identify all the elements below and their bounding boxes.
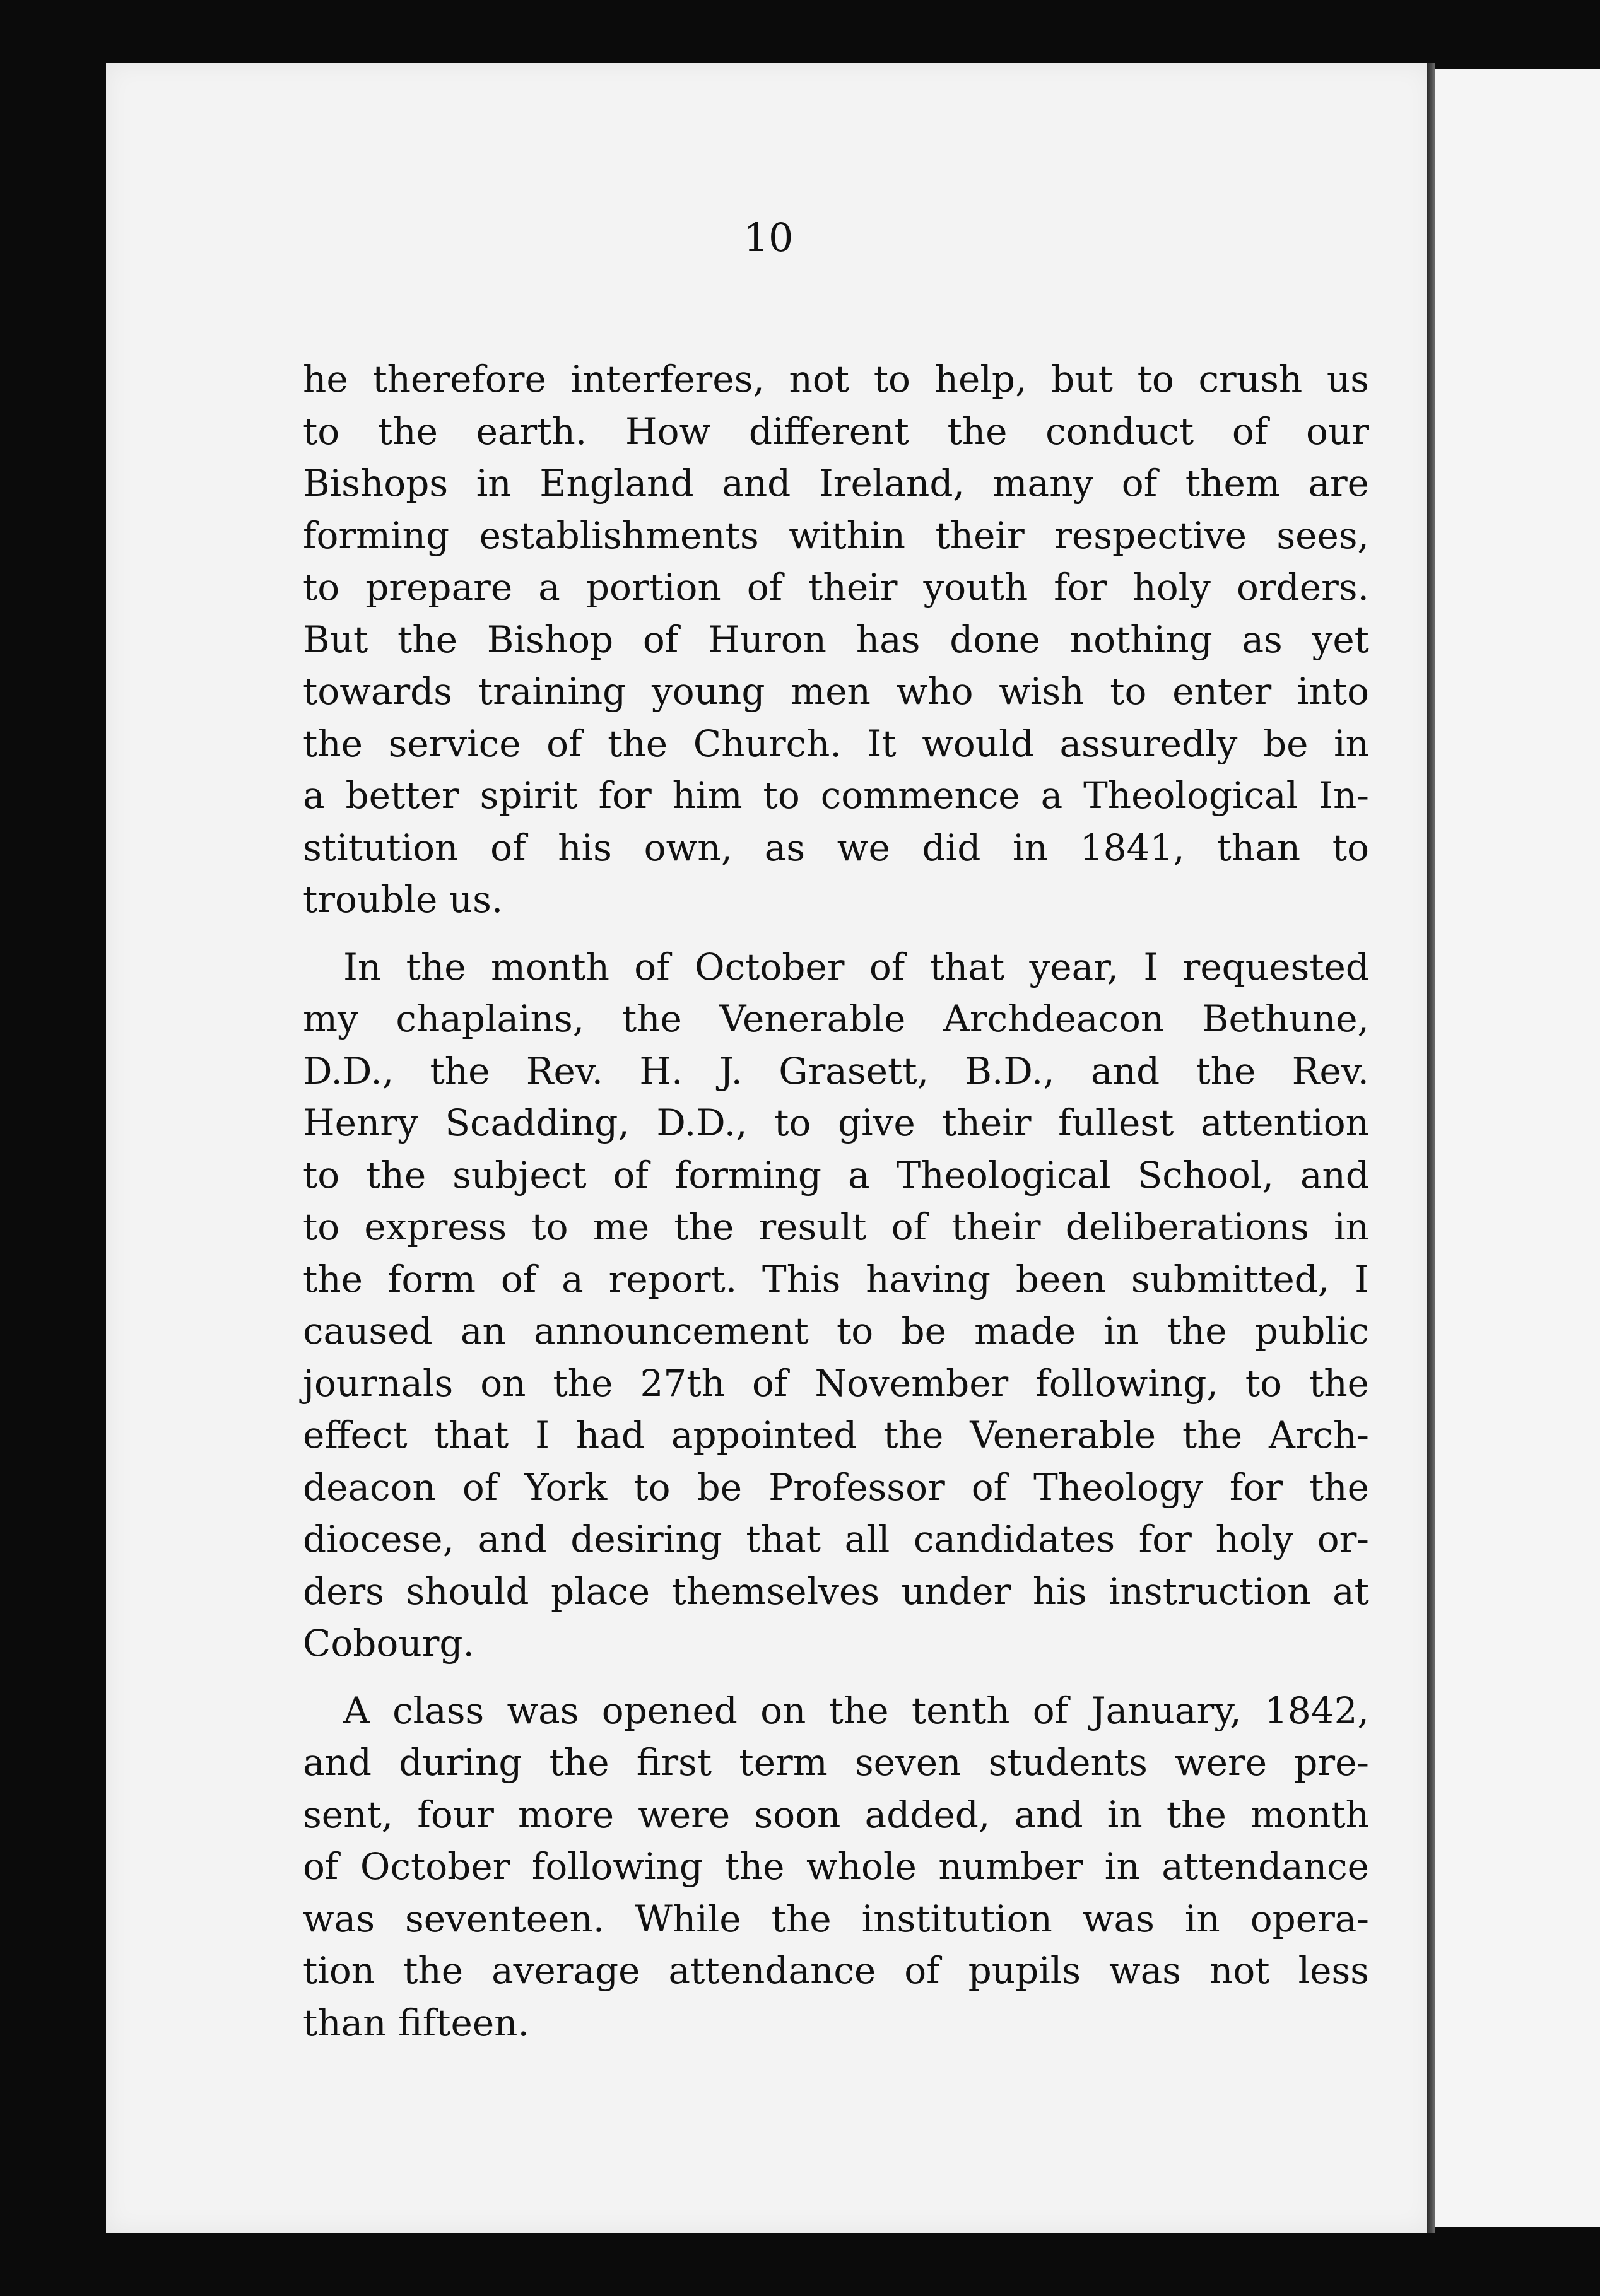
text-line: In the month of October of that year, I requested — [343, 945, 1369, 988]
text-line: effect that I had appointed the Venerable the Arch- — [303, 1414, 1369, 1456]
paragraph-1 — [303, 353, 1369, 926]
text-line: my chaplains, the Venerable Archdeacon Bethune, — [303, 997, 1369, 1040]
paragraph-2 — [303, 941, 1369, 1670]
paragraph-3 — [303, 1685, 1369, 2049]
text-line: deacon of York to be Professor of Theology for the — [303, 1465, 1369, 1509]
text-line: he therefore interferes, not to help, but to crush us — [303, 358, 1369, 401]
text-line: ders should place themselves under his instruction at — [303, 1569, 1369, 1613]
text-line: of October following the whole number in attendance — [303, 1845, 1369, 1888]
page-number: 10 — [743, 214, 794, 261]
text-line: and during the first term seven students were pre- — [303, 1741, 1369, 1784]
text-line: But the Bishop of Huron has done nothing as yet — [303, 618, 1369, 661]
adjacent-page-edge — [1435, 69, 1600, 2227]
body-text — [303, 353, 1369, 2064]
text-line: the service of the Church. It would assuredly be in — [303, 722, 1369, 765]
text-line: was seventeen. While the institution was in opera- — [303, 1897, 1369, 1940]
text-line: A class was opened on the tenth of January, 1842, — [343, 1689, 1369, 1732]
text-line: sent, four more were soon added, and in the month — [303, 1793, 1369, 1836]
text-line: tion the average attendance of pupils was not less — [303, 1949, 1369, 1992]
text-line: journals on the 27th of November following, to the — [303, 1361, 1369, 1405]
text-line: to prepare a portion of their youth for holy orders. — [303, 566, 1369, 609]
book-page — [106, 63, 1431, 2233]
text-line: to the subject of forming a Theological School, and — [303, 1153, 1369, 1197]
text-line: Henry Scadding, D.D., to give their fullest attention — [303, 1101, 1369, 1144]
text-line: trouble us. — [303, 878, 503, 921]
text-line: than fifteen. — [303, 2001, 529, 2044]
text-line: diocese, and desiring that all candidates for holy or- — [303, 1518, 1369, 1561]
text-line: towards training young men who wish to enter into — [303, 670, 1369, 713]
text-line: Cobourg. — [303, 1622, 474, 1665]
text-line: forming establishments within their respective sees, — [303, 513, 1369, 557]
text-line: to express to me the result of their deliberations in — [303, 1205, 1369, 1248]
text-line: to the earth. How different the conduct of our — [303, 409, 1369, 453]
text-line: the form of a report. This having been submitted, I — [303, 1257, 1369, 1301]
book-spine-shadow — [1427, 63, 1435, 2233]
text-line: D.D., the Rev. H. J. Grasett, B.D., and the Rev. — [303, 1049, 1369, 1092]
text-line: caused an announcement to be made in the public — [303, 1309, 1369, 1352]
text-line: Bishops in England and Ireland, many of them are — [303, 462, 1369, 505]
text-line: a better spirit for him to commence a Theological In- — [303, 774, 1369, 817]
text-line: stitution of his own, as we did in 1841, than to — [303, 826, 1369, 869]
